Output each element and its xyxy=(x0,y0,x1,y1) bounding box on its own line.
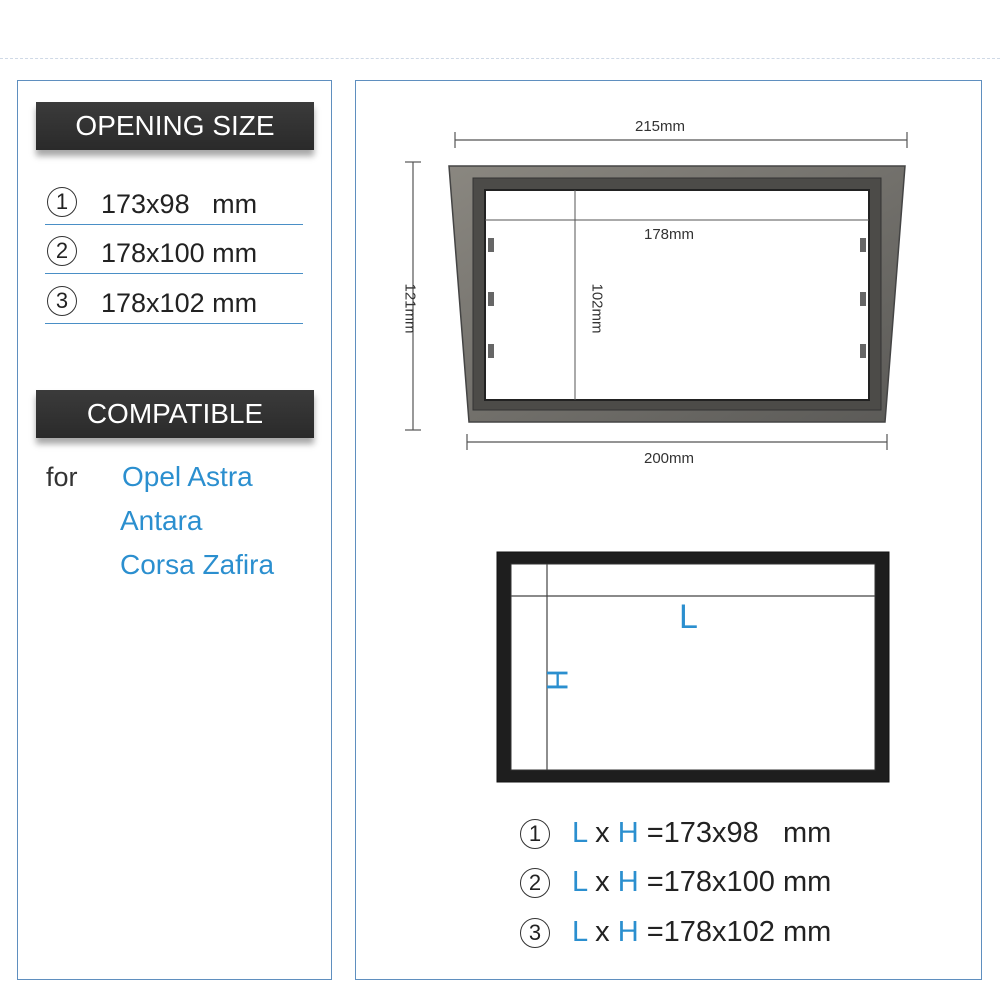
size-row-3 xyxy=(45,280,303,324)
formula-h: H xyxy=(617,866,639,898)
formula-x: x xyxy=(595,817,610,849)
model-corsa-zafira: Corsa Zafira xyxy=(120,549,275,580)
formula-value: =178x100 mm xyxy=(646,866,832,898)
size-row-2 xyxy=(45,230,303,274)
circled-number: 2 xyxy=(47,236,77,266)
frame-dimension-diagram xyxy=(385,120,925,480)
formula-row-2 xyxy=(520,866,860,906)
model-antara: Antara xyxy=(120,505,203,536)
circled-number: 1 xyxy=(520,819,550,849)
formula-value: =173x98 mm xyxy=(646,817,832,849)
formula-h: H xyxy=(617,916,639,948)
for-label: for xyxy=(46,462,78,492)
size-value: 178x100 mm xyxy=(101,238,258,268)
circled-number: 3 xyxy=(47,286,77,316)
compatible-title: COMPATIBLE xyxy=(86,398,264,429)
model-opel-astra: Opel Astra xyxy=(122,461,253,492)
formula-row-1 xyxy=(520,817,860,857)
inner-height-label: 102mm xyxy=(588,283,606,334)
circled-number: 2 xyxy=(520,868,550,898)
outer-width-label: 215mm xyxy=(635,118,686,135)
formula-row-3 xyxy=(520,916,860,956)
formula-x: x xyxy=(595,916,610,948)
frame-opening xyxy=(485,190,869,400)
formula-l: L xyxy=(572,866,588,898)
circled-number: 3 xyxy=(520,918,550,948)
top-divider xyxy=(0,58,1000,59)
size-value: 178x102 mm xyxy=(101,288,258,318)
outer-height-label: 121mm xyxy=(401,283,419,334)
size-row-1 xyxy=(45,181,303,225)
formula-l: L xyxy=(572,817,588,849)
formula-l: L xyxy=(572,916,588,948)
formula-h: H xyxy=(617,817,639,849)
size-value: 173x98 mm xyxy=(101,189,258,219)
compatible-banner xyxy=(36,390,314,438)
inner-width-label: 178mm xyxy=(644,226,695,243)
formula-value: =178x102 mm xyxy=(646,916,832,948)
opening-size-banner xyxy=(36,102,314,150)
height-letter: H xyxy=(539,669,573,691)
bottom-width-label: 200mm xyxy=(644,450,695,467)
length-letter: L xyxy=(679,598,698,636)
circled-number: 1 xyxy=(47,187,77,217)
opening-size-title: OPENING SIZE xyxy=(75,110,275,141)
formula-x: x xyxy=(595,866,610,898)
lh-frame-opening xyxy=(511,564,875,770)
